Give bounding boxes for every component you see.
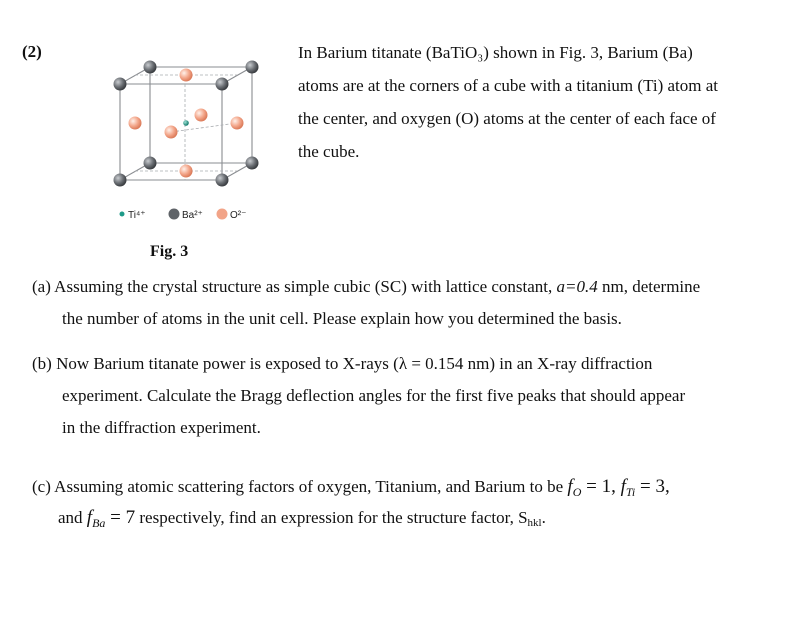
f-oxygen-subscript: O [572, 485, 582, 499]
oxygen-atom-left [129, 117, 142, 130]
part-c-text-2: and [58, 508, 87, 527]
lattice-constant-value: a=0.4 [556, 277, 598, 296]
f-oxygen-symbol: f [567, 476, 573, 497]
barium-atom-back-bottom-right [246, 157, 259, 170]
part-a-line-2: the number of atoms in the unit cell. Please explain how you determined the basis. [62, 309, 622, 328]
part-a [32, 271, 777, 335]
titanium-atom-center [183, 120, 189, 126]
part-b-line-1: (b) Now Barium titanate power is exposed to X-rays (λ = 0.154 nm) in an X-ray diffraction [32, 354, 653, 373]
barium-atom-front-top-left [114, 78, 127, 91]
part-c-line-1 [32, 474, 777, 505]
part-b [32, 348, 777, 444]
part-b-line-3: in the diffraction experiment. [62, 418, 261, 437]
intro-paragraph [298, 36, 784, 168]
barium-atom-front-bottom-left [114, 174, 127, 187]
oxygen-atom-right [231, 117, 244, 130]
legend-ba-label: Ba²⁺ [182, 210, 203, 221]
barium-atom-front-top-right [216, 78, 229, 91]
structure-factor-subscript: hkl [527, 517, 542, 529]
barium-atom-back-top-right [246, 61, 259, 74]
legend-ba-icon [169, 209, 180, 220]
barium-atom-back-bottom-left [144, 157, 157, 170]
legend-ti-icon [120, 212, 125, 217]
f-titanium-symbol: f [620, 476, 626, 497]
part-c [32, 474, 777, 536]
intro-line-3: the center, and oxygen (O) atoms at the center of each face of [298, 109, 716, 128]
intro-line-2: atoms are at the corners of a cube with a titanium (Ti) atom at [298, 76, 718, 95]
oxygen-atom-back [195, 109, 208, 122]
legend [120, 209, 247, 222]
question-number: (2) [22, 42, 42, 61]
part-a-text-post: nm, determine [597, 277, 701, 296]
part-c-text-1: (c) Assuming atomic scattering factors of oxygen, Titanium, and Barium to be [32, 477, 568, 496]
f-titanium-subscript: Ti [625, 485, 636, 499]
f-oxygen-value: = 1, [581, 476, 621, 497]
intro-line-4: the cube. [298, 142, 360, 161]
figure-caption: Fig. 3 [150, 243, 189, 260]
f-barium-subscript: Ba [92, 516, 106, 530]
barium-atom-front-bottom-right [216, 174, 229, 187]
barium-atom-back-top-left [144, 61, 157, 74]
part-a-text-pre: (a) Assuming the crystal structure as simple cubic (SC) with lattice constant, [32, 277, 557, 296]
oxygen-atom-front [165, 126, 178, 139]
intro-line-1: In Barium titanate (BaTiO₃) shown in Fig. 3, Barium (Ba) [298, 43, 693, 62]
oxygen-atom-top [180, 69, 193, 82]
crystal-structure-figure [100, 44, 280, 239]
part-a-line-1 [32, 271, 777, 303]
oxygen-atom-bottom [180, 165, 193, 178]
legend-ti-label: Ti⁴⁺ [128, 210, 146, 221]
legend-o-label: O²⁻ [230, 210, 247, 221]
f-titanium-value: = 3, [635, 476, 670, 497]
legend-o-icon [217, 209, 228, 220]
f-barium-value: = 7 [105, 507, 136, 528]
part-b-line-2: experiment. Calculate the Bragg deflection angles for the first five peaks that should appear [62, 386, 686, 405]
part-c-text-4: . [541, 508, 546, 527]
part-c-line-2 [32, 505, 777, 536]
f-barium-symbol: f [86, 507, 93, 528]
part-c-text-3: respectively, find an expression for the structure factor, S [135, 508, 528, 527]
